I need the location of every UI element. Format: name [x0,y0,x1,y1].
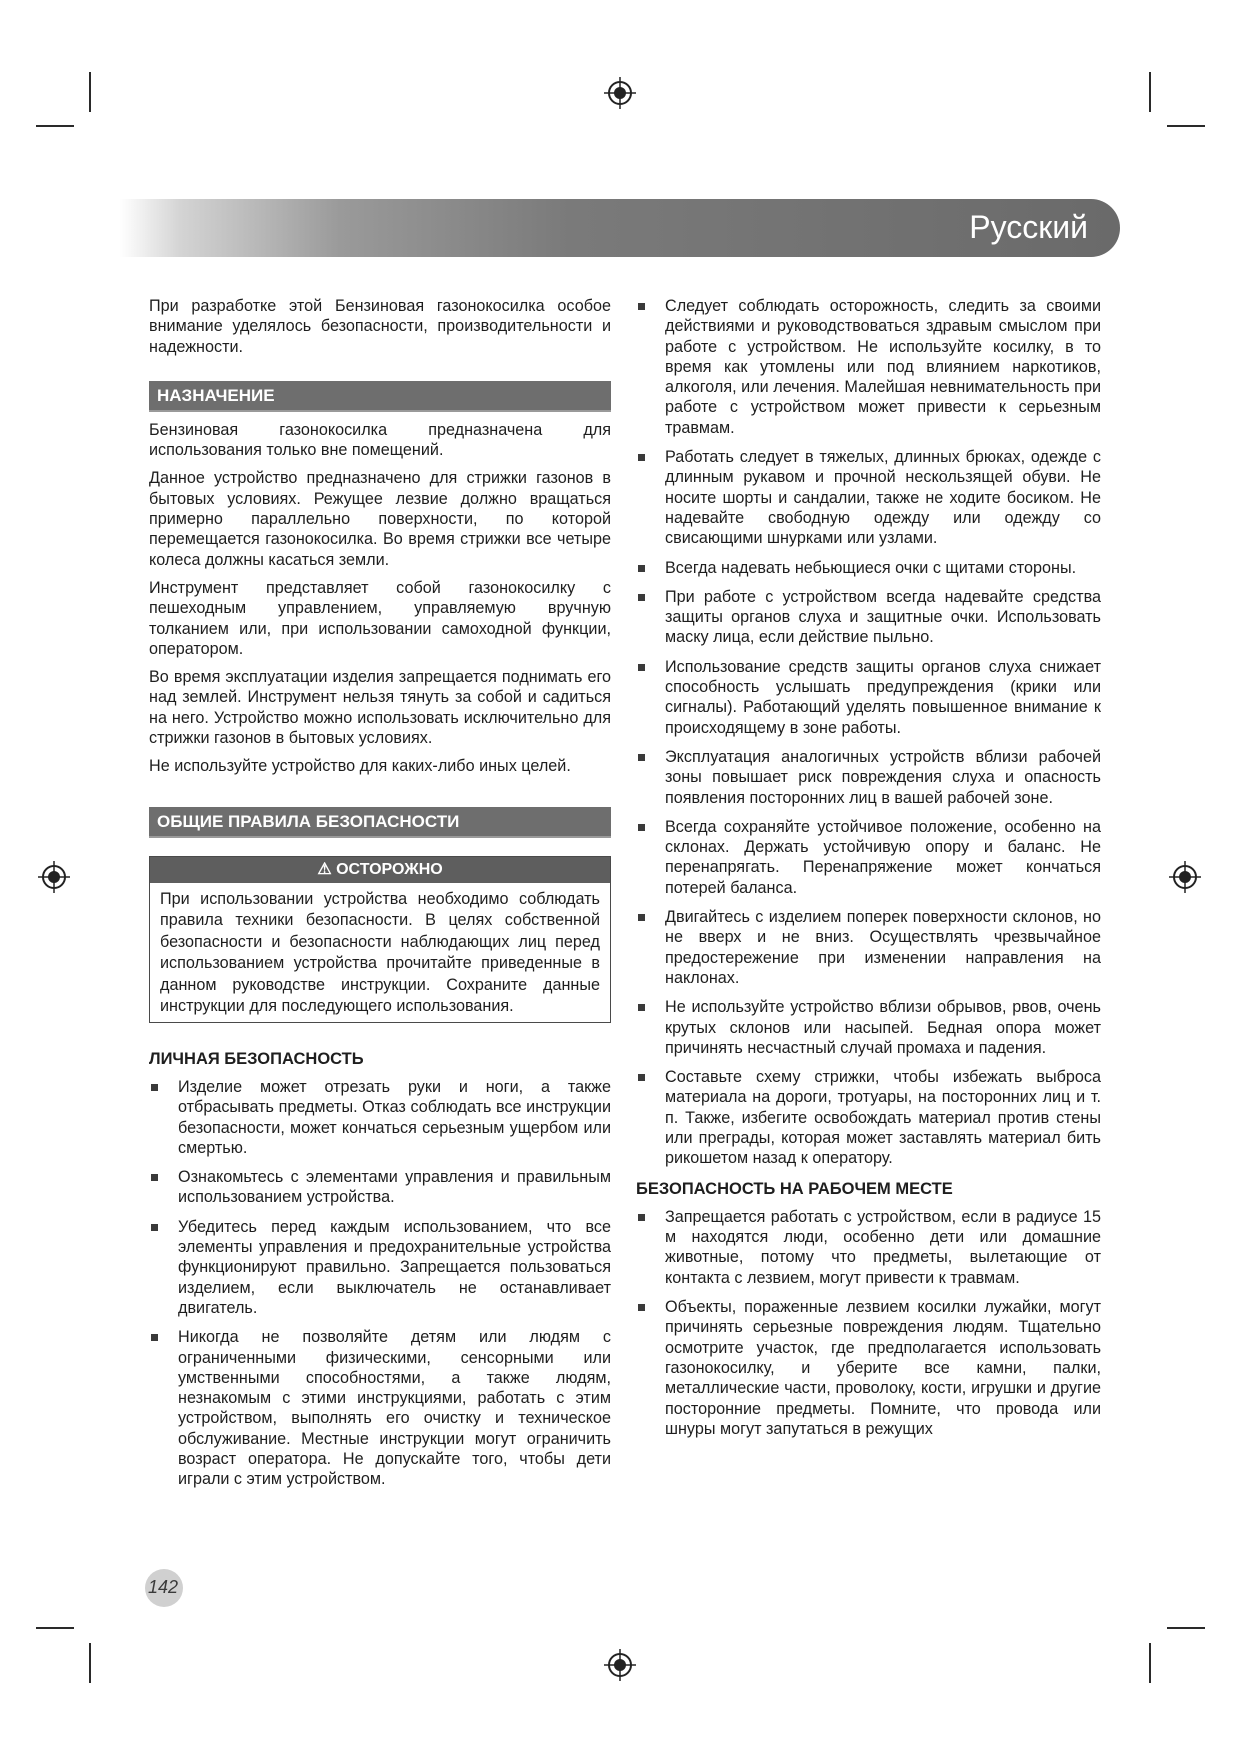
purpose-paragraph: Инструмент представляет собой газонокосилку с пешеходным управлением, управляемую вручную толканием или, при использовании самоходной функции, оператором. [149,578,611,658]
registration-mark-icon [1168,860,1202,894]
list-item: Всегда надевать небьющиеся очки с щитами стороны. [636,558,1101,578]
bullet-square-icon [638,565,645,572]
language-banner [120,199,1120,257]
personal-safety-heading: ЛИЧНАЯ БЕЗОПАСНОСТЬ [149,1049,364,1068]
list-item: Двигайтесь с изделием поперек поверхности склонов, но не вверх и не вниз. Осуществлять чрезвычайное предостережение при изменении направления на наклонах. [636,907,1101,988]
bullet-square-icon [638,1214,645,1221]
right-column [636,296,1101,1448]
purpose-paragraph: Бензиновая газонокосилка предназначена для использования только вне помещений. [149,420,611,460]
list-item: Запрещается работать с устройством, если в радиусе 15 м находятся люди, особенно дети или домашние животные, потому что предметы, вылетающие от контакта с лезвием, могут привести к травмам. [636,1207,1101,1288]
workplace-safety-heading: БЕЗОПАСНОСТЬ НА РАБОЧЕМ МЕСТЕ [636,1179,953,1198]
section-heading-purpose: НАЗНАЧЕНИЕ [149,381,611,412]
warning-header [150,857,610,883]
bullet-square-icon [151,1334,158,1341]
warning-box [149,856,611,1023]
list-item: Следует соблюдать осторожность, следить за своими действиями и руководствоваться здравым смыслом при работе с устройством. Не используйте косилку, в то время как утомлены или под влиянием наркотиков, алкоголя, или лечения. Малейшая невнимательность при работе с устройством может привести к серьезным травмам. [636,296,1101,438]
list-item: Не используйте устройство вблизи обрывов, рвов, очень крутых склонов или насыпей. Бедная опора может причинять несчастный случай промаха и падения. [636,997,1101,1058]
bullet-square-icon [151,1224,158,1231]
bullet-square-icon [151,1174,158,1181]
list-item: Работать следует в тяжелых, длинных брюках, одежде с длинным рукавом и прочной нескользящей обуви. Не носите шорты и сандалии, также не ходите босиком. Не надевайте свободную одежду или одежду со свисающими шнурками или узлами. [636,447,1101,548]
workplace-safety-list [636,1207,1101,1439]
list-item: Ознакомьтесь с элементами управления и правильным использованием устройства. [149,1167,611,1208]
crop-mark-bottom-left-v [89,1643,91,1683]
bullet-square-icon [638,1074,645,1081]
purpose-paragraph: Во время эксплуатации изделия запрещается поднимать его над землей. Инструмент нельзя тянуть за собой и садиться на него. Устройство можно использовать исключительно для стрижки газонов в бытовых условиях. [149,668,611,748]
crop-mark-bottom-left-h [36,1627,74,1629]
intro-paragraph: При разработке этой Бензиновая газонокосилка особое внимание уделялось безопасности, производительности и надежности. [149,297,611,356]
bullet-square-icon [638,1004,645,1011]
list-item: Убедитесь перед каждым использованием, что все элементы управления и предохранительные устройства функционируют правильно. Запрещается пользоваться изделием, если выключатель не останавливает двигатель. [149,1217,611,1318]
registration-mark-icon [37,860,71,894]
crop-mark-top-right-h [1167,125,1205,127]
list-item: Объекты, пораженные лезвием косилки лужайки, могут причинять серьезные повреждения людям. Тщательно осмотрите участок, где предполагается использовать газонокосилку, и уберите все камни, палки, металлические части, проволоку, кости, игрушки и другие посторонние предметы. Помните, что провода или шнуры могут запутаться в режущих [636,1297,1101,1439]
crop-mark-bottom-right-h [1167,1627,1205,1629]
bullet-square-icon [638,303,645,310]
registration-mark-icon [603,1648,637,1682]
bullet-square-icon [638,664,645,671]
warning-title: ОСТОРОЖНО [336,860,443,878]
purpose-paragraph: Не используйте устройство для каких-либо иных целей. [149,757,571,776]
list-item: Всегда сохраняйте устойчивое положение, особенно на склонах. Держать устойчивую опору и баланс. Не перенапрягать. Перенапряжение может кончаться потерей баланса. [636,817,1101,898]
bullet-square-icon [638,824,645,831]
warning-triangle-icon: ⚠ [317,860,332,878]
list-item: Составьте схему стрижки, чтобы избежать выброса материала на дороги, тротуары, на посторонних лиц и т. п. Также, избегите освобождать материал против стены или преграды, которая может заставлять материал бить рикошетом назад к оператору. [636,1067,1101,1168]
safety-list [636,296,1101,1169]
list-item: Эксплуатация аналогичных устройств вблизи рабочей зоны повышает риск повреждения слуха и опасность появления посторонних лиц в вашей рабочей зоне. [636,747,1101,808]
page-number: 142 [148,1577,179,1597]
crop-mark-top-right-v [1149,72,1151,112]
warning-text: При использовании устройства необходимо соблюдать правила техники безопасности. В целях собственной безопасности и безопасности наблюдающих лиц перед использованием устройства прочитайте приведенные в данном руководстве инструкции. Сохраните данные инструкции для последующего использования. [160,889,600,1016]
list-item: При работе с устройством всегда надевайте средства защиты органов слуха и защитные очки. Использовать маску лица, если действие пыльно. [636,587,1101,648]
list-item: Никогда не позволяйте детям или людям с ограниченными физическими, сенсорными или умственными способностями, а также людям, незнакомым с этими инструкциями, работать с этим устройством, выполнять его очистку и техническое обслуживание. Местные инструкции могут ограничить возраст оператора. Не допускайте того, чтобы дети играли с этим устройством. [149,1327,611,1489]
bullet-square-icon [151,1084,158,1091]
language-title: Русский [969,209,1088,245]
section-heading-general-safety: ОБЩИЕ ПРАВИЛА БЕЗОПАСНОСТИ [149,807,611,838]
bullet-square-icon [638,754,645,761]
bullet-square-icon [638,594,645,601]
bullet-square-icon [638,1304,645,1311]
registration-mark-icon [603,76,637,110]
purpose-paragraph: Данное устройство предназначено для стрижки газонов в бытовых условиях. Режущее лезвие должно вращаться примерно параллельно поверхности, по которой перемещается газонокосилка. Во время стрижки все четыре колеса должны касаться земли. [149,469,611,569]
crop-mark-bottom-right-v [1149,1643,1151,1683]
crop-mark-top-left-v [89,72,91,112]
left-column [149,296,611,1499]
list-item: Изделие может отрезать руки и ноги, а также отбрасывать предметы. Отказ соблюдать все инструкции безопасности, может кончаться серьезным ущербом или смертью. [149,1077,611,1158]
list-item: Использование средств защиты органов слуха снижает способность услышать предупреждения (крики или сигналы). Работающий уделять повышенное внимание к происходящему в зоне работы. [636,657,1101,738]
bullet-square-icon [638,454,645,461]
crop-mark-top-left-h [36,125,74,127]
bullet-square-icon [638,914,645,921]
personal-safety-list [149,1077,611,1490]
